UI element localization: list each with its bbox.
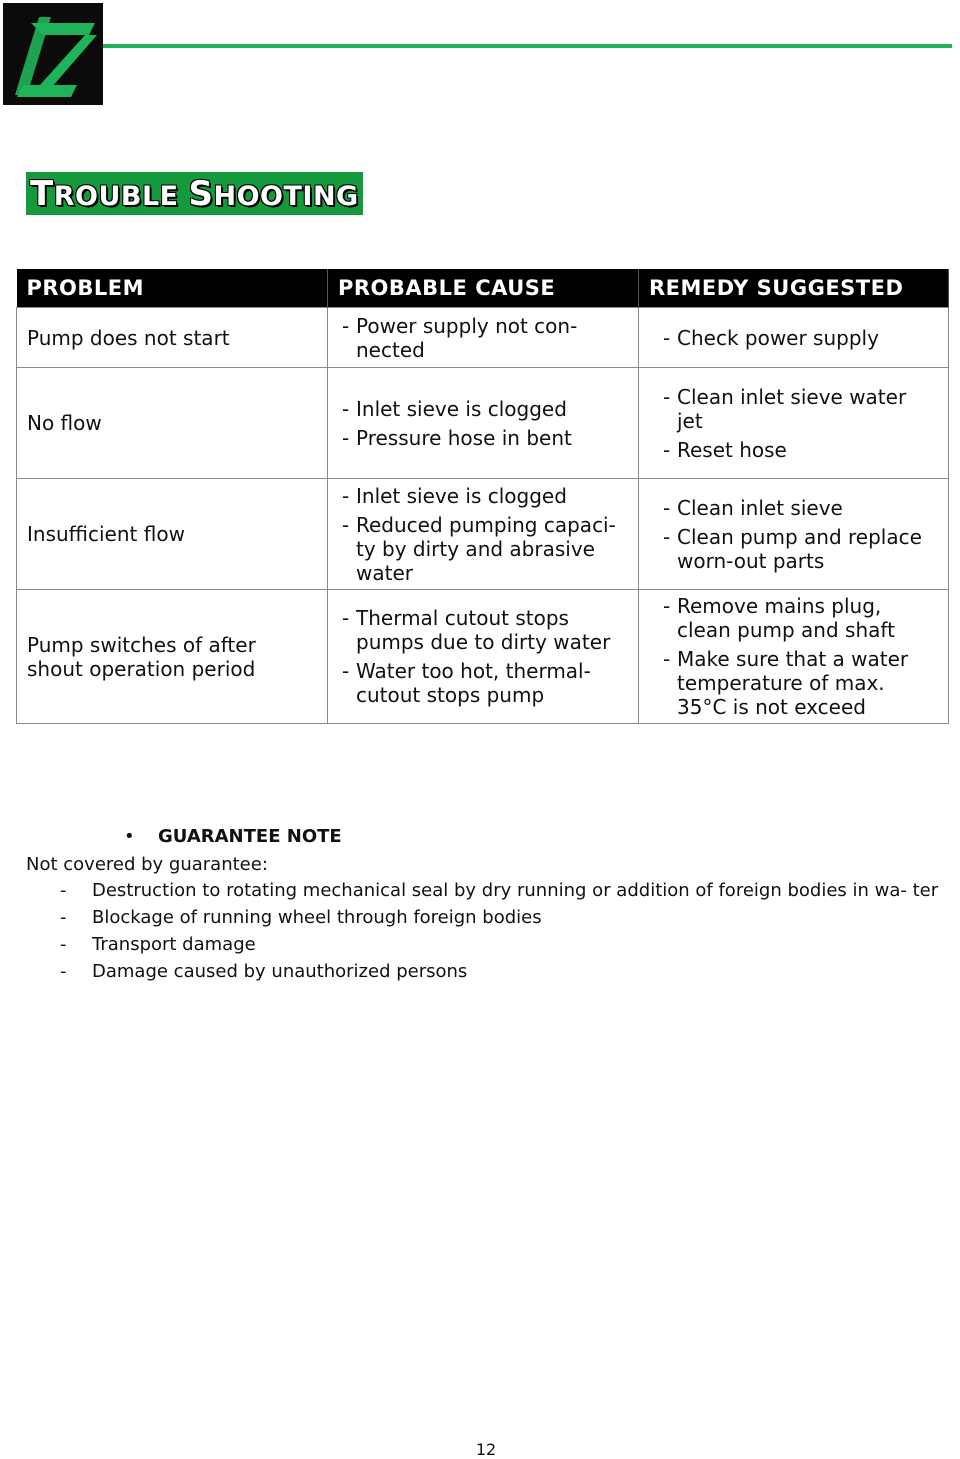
page-number: 12 [475, 1440, 497, 1459]
remedy-cell [639, 479, 949, 590]
problem-cell: No flow [17, 368, 328, 479]
cause-item: - Reduced pumping capaci- ty by dirty and abrasive water [356, 513, 628, 585]
guarantee-intro: Not covered by guarantee: [26, 854, 268, 875]
z-logo-icon [3, 3, 103, 105]
remedy-item: - Check power supply [677, 326, 938, 350]
list-item: - Damage caused by unauthorized persons [92, 961, 950, 983]
remedy-cell [639, 308, 949, 368]
cause-cell [328, 308, 639, 368]
list-item: - Destruction to rotating mechanical seal by dry running or addition of foreign bodies in wa- ter [92, 880, 950, 902]
bullet-icon: • [124, 826, 135, 847]
section-title [30, 174, 359, 214]
header-remedy-suggested: REMEDY SUGGESTED [639, 269, 949, 308]
cause-item: - Water too hot, thermal- cutout stops pump [356, 659, 628, 707]
remedy-item: - Reset hose [677, 438, 938, 462]
remedy-cell [639, 590, 949, 724]
guarantee-exclusions-list [26, 880, 950, 983]
remedy-item: - Clean pump and replace worn-out parts [677, 525, 938, 573]
company-logo [3, 3, 103, 105]
table-row [17, 590, 949, 724]
guarantee-heading-line [26, 826, 950, 852]
list-item: - Transport damage [92, 934, 950, 956]
title-rest-2: HOOTING [213, 180, 359, 212]
remedy-cell [639, 368, 949, 479]
header-problem: PROBLEM [17, 269, 328, 308]
cause-item: - Pressure hose in bent [356, 426, 628, 450]
cause-cell [328, 479, 639, 590]
cause-cell [328, 368, 639, 479]
cause-item: - Inlet sieve is clogged [356, 484, 628, 508]
header-rule [103, 44, 952, 48]
list-item: - Blockage of running wheel through foreign bodies [92, 907, 950, 929]
remedy-item: - Clean inlet sieve [677, 496, 938, 520]
remedy-item: - Clean inlet sieve water jet [677, 385, 938, 433]
title-rest-1: ROUBLE [53, 180, 189, 212]
problem-cell: Pump does not start [17, 308, 328, 368]
problem-cell: Insufficient flow [17, 479, 328, 590]
remedy-item: - Make sure that a water temperature of max. 35°C is not exceed [677, 647, 938, 719]
guarantee-heading: GUARANTEE NOTE [158, 826, 342, 847]
troubleshooting-table [16, 269, 949, 724]
cause-item: - Thermal cutout stops pumps due to dirty water [356, 606, 628, 654]
problem-cell: Pump switches of after shout operation period [17, 590, 328, 724]
section-title-box [26, 172, 363, 215]
header-probable-cause: PROBABLE CAUSE [328, 269, 639, 308]
title-initial-2: S [188, 173, 214, 214]
table-row [17, 308, 949, 368]
cause-item: - Inlet sieve is clogged [356, 397, 628, 421]
cause-item: - Power supply not con- nected [356, 314, 628, 362]
table-row [17, 368, 949, 479]
guarantee-section [26, 826, 950, 988]
table-header-row [17, 269, 949, 308]
title-initial-1: T [30, 173, 54, 214]
table-row [17, 479, 949, 590]
remedy-item: - Remove mains plug, clean pump and shaft [677, 594, 938, 642]
cause-cell [328, 590, 639, 724]
